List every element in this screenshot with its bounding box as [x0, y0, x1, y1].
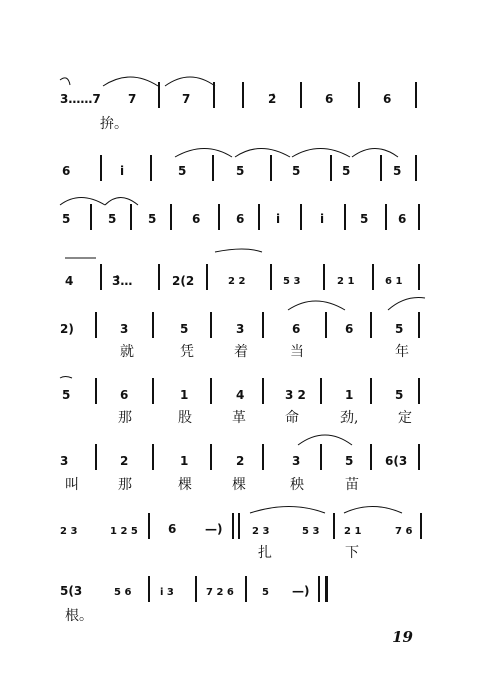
note: 5	[236, 164, 245, 178]
barline	[420, 513, 422, 539]
slur	[105, 198, 138, 206]
note: 2 3	[60, 526, 78, 537]
final-barline	[325, 576, 328, 602]
note: 1	[180, 454, 189, 468]
barline	[150, 155, 152, 181]
slur	[215, 249, 262, 252]
slur	[352, 149, 398, 158]
barline	[415, 155, 417, 181]
barline	[330, 155, 332, 181]
barline	[418, 264, 420, 290]
slur	[288, 301, 345, 310]
note: 5	[345, 454, 354, 468]
note: 2 1	[337, 276, 355, 287]
note: 6	[236, 212, 245, 226]
note: 6	[345, 322, 354, 336]
barline	[262, 378, 264, 404]
lyric: 那	[118, 410, 132, 426]
lyric: 根。	[65, 608, 93, 624]
note: 2(2	[172, 274, 195, 288]
note: 5	[108, 212, 117, 226]
note: 5	[178, 164, 187, 178]
slur	[175, 149, 232, 158]
note: 6	[383, 92, 392, 106]
barline	[323, 264, 325, 290]
note: i	[120, 164, 125, 178]
barline	[195, 576, 197, 602]
slur	[60, 78, 70, 85]
barline	[212, 155, 214, 181]
lyric: 那	[118, 477, 132, 493]
note: 5	[393, 164, 402, 178]
lyric: 叫	[65, 477, 79, 493]
note: 5 3	[302, 526, 320, 537]
note: 6	[398, 212, 407, 226]
note: 6	[325, 92, 334, 106]
lyric: 棵	[232, 477, 246, 493]
note: 1	[180, 388, 189, 402]
barline	[370, 378, 372, 404]
barline	[242, 82, 244, 108]
barline	[262, 444, 264, 470]
barline	[152, 378, 154, 404]
note: 3 2	[285, 388, 306, 402]
note: 3	[292, 454, 301, 468]
lyric: 当	[290, 344, 304, 360]
note: 1	[345, 388, 354, 402]
barline	[320, 444, 322, 470]
page-number: 19	[392, 628, 413, 646]
note: 6	[120, 388, 129, 402]
note: 2 2	[228, 276, 246, 287]
lyric: 就	[120, 344, 134, 360]
note: 5	[395, 322, 404, 336]
note: 5	[342, 164, 351, 178]
note: 6	[62, 164, 71, 178]
barline	[95, 444, 97, 470]
note: 3̂…	[112, 274, 133, 288]
barline	[210, 312, 212, 338]
barline	[210, 378, 212, 404]
barline	[218, 204, 220, 230]
lyric: 棵	[178, 477, 192, 493]
barline	[152, 312, 154, 338]
slur	[60, 198, 105, 206]
note: 5	[292, 164, 301, 178]
barline	[158, 82, 160, 108]
note: 2̇	[268, 92, 277, 106]
slur	[388, 298, 425, 311]
note: 7 6	[395, 526, 413, 537]
barline	[262, 312, 264, 338]
barline	[206, 264, 208, 290]
barline	[300, 82, 302, 108]
barline	[418, 204, 420, 230]
barline	[148, 513, 150, 539]
slur	[344, 507, 402, 514]
barline	[245, 576, 247, 602]
slur	[60, 377, 72, 379]
note: 5	[62, 212, 71, 226]
note: 2)	[60, 322, 74, 336]
barline	[232, 513, 234, 539]
note: 3	[60, 454, 69, 468]
barline	[415, 82, 417, 108]
note: —)	[292, 584, 310, 598]
barline	[90, 204, 92, 230]
note: 3……7	[60, 92, 101, 106]
note: —)	[205, 522, 223, 536]
barline	[418, 444, 420, 470]
note: 5 6	[114, 587, 132, 598]
note: 6	[292, 322, 301, 336]
barline	[370, 444, 372, 470]
barline	[158, 264, 160, 290]
slur	[103, 77, 158, 86]
note: 5	[262, 587, 269, 598]
slur	[298, 435, 352, 445]
note: 6	[192, 212, 201, 226]
barline	[344, 204, 346, 230]
note: 7 2 6	[206, 587, 234, 598]
lyric: 劲,	[340, 410, 359, 426]
note: 5(3	[60, 584, 83, 598]
lyric: 扎	[258, 545, 272, 561]
barline	[95, 312, 97, 338]
lyric: 下	[345, 545, 359, 561]
barline	[100, 155, 102, 181]
note: 7	[182, 92, 191, 106]
lyric: 股	[178, 410, 192, 426]
note: i	[320, 212, 325, 226]
slur	[165, 77, 215, 86]
slur	[250, 507, 325, 514]
barline	[213, 82, 215, 108]
barline	[370, 312, 372, 338]
slur	[235, 149, 290, 158]
barline	[418, 312, 420, 338]
barline	[318, 576, 320, 602]
barline	[333, 513, 335, 539]
lyric: 苗	[345, 477, 359, 493]
note: 4	[65, 274, 74, 288]
slur	[292, 149, 350, 158]
barline	[372, 264, 374, 290]
lyric: 凭	[180, 344, 194, 360]
barline	[320, 378, 322, 404]
barline	[380, 155, 382, 181]
barline	[385, 204, 387, 230]
note: 5	[360, 212, 369, 226]
barline	[270, 155, 272, 181]
note: 2 1	[344, 526, 362, 537]
note: 3	[120, 322, 129, 336]
note: 6(3	[385, 454, 408, 468]
barline	[418, 378, 420, 404]
lyric: 拚。	[100, 116, 128, 132]
note: 7	[128, 92, 137, 106]
barline	[258, 204, 260, 230]
barline	[300, 204, 302, 230]
note: 5	[148, 212, 157, 226]
barline	[148, 576, 150, 602]
note: 3	[236, 322, 245, 336]
barline	[325, 312, 327, 338]
note: 5	[180, 322, 189, 336]
barline	[152, 444, 154, 470]
barline	[238, 513, 240, 539]
barline	[358, 82, 360, 108]
barline	[270, 264, 272, 290]
note: 2 3	[252, 526, 270, 537]
lyric: 定	[398, 410, 412, 426]
note: 1 2 5	[110, 526, 138, 537]
note: 2	[236, 454, 245, 468]
lyric: 秧	[290, 477, 304, 493]
note: 5	[395, 388, 404, 402]
note: 6	[168, 522, 177, 536]
note: 6 1	[385, 276, 403, 287]
note: i	[276, 212, 281, 226]
lyric: 命	[285, 410, 299, 426]
lyric: 着	[234, 344, 248, 360]
note: i 3	[160, 587, 174, 598]
barline	[95, 378, 97, 404]
lyric: 年	[395, 344, 409, 360]
barline	[100, 264, 102, 290]
lyric: 革	[232, 410, 246, 426]
note: 2	[120, 454, 129, 468]
barline	[130, 204, 132, 230]
barline	[210, 444, 212, 470]
note: 5	[62, 388, 71, 402]
barline	[170, 204, 172, 230]
note: 5 3	[283, 276, 301, 287]
note: 4	[236, 388, 245, 402]
